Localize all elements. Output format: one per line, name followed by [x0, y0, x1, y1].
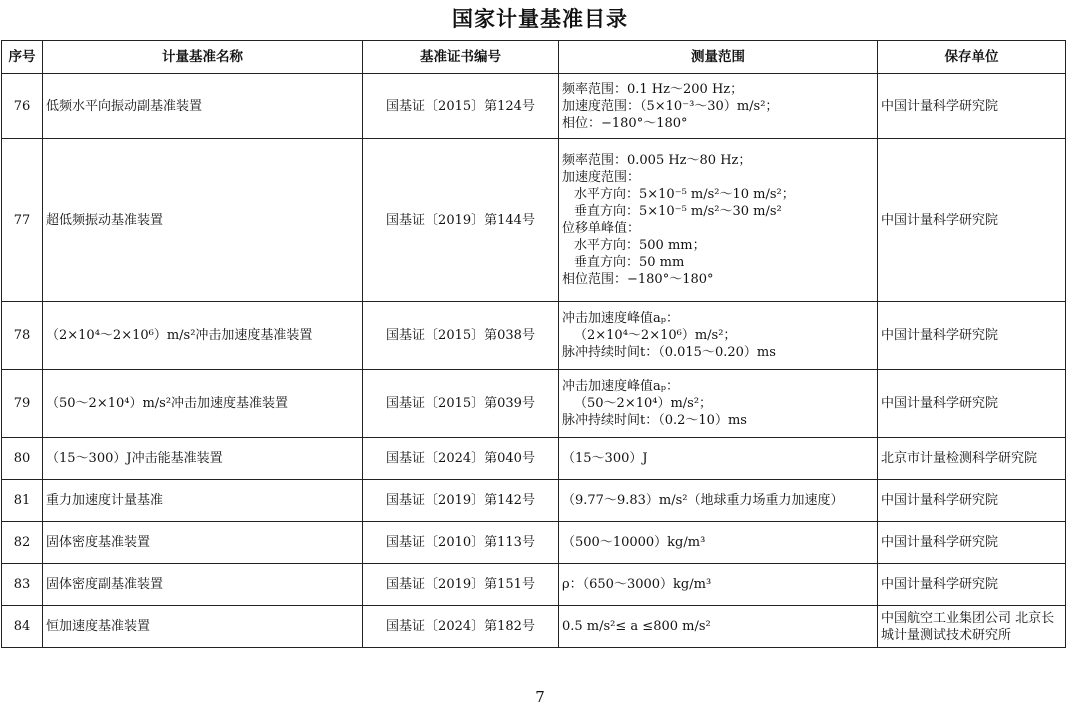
- header-unit: 保存单位: [878, 41, 1066, 74]
- row-name: 超低频振动基准装置: [43, 139, 363, 302]
- row-range: [559, 74, 878, 139]
- row-range: [559, 139, 878, 302]
- row-cert: 国基证〔2024〕第040号: [363, 438, 559, 480]
- row-unit: 中国计量科学研究院: [878, 522, 1066, 564]
- range-line: 脉冲持续时间t：（0.2～10）ms: [562, 413, 747, 428]
- row-cert: 国基证〔2015〕第039号: [363, 370, 559, 438]
- row-name: （2×10⁴～2×10⁶）m/s²冲击加速度基准装置: [43, 302, 363, 370]
- row-range: [559, 370, 878, 438]
- standards-table: [1, 40, 1066, 648]
- range-line: （500～10000）kg/m³: [562, 535, 706, 550]
- range-line: 水平方向：500 mm；: [574, 238, 706, 253]
- header-range: 测量范围: [559, 41, 878, 74]
- range-line: （50～2×10⁴）m/s²；: [574, 396, 713, 411]
- row-range: [559, 302, 878, 370]
- row-cert: 国基证〔2010〕第113号: [363, 522, 559, 564]
- row-range: [559, 606, 878, 648]
- table-row: [2, 522, 1066, 564]
- page-title: 国家计量基准目录: [452, 7, 628, 31]
- row-range: [559, 438, 878, 480]
- row-cert: 国基证〔2019〕第142号: [363, 480, 559, 522]
- row-range: [559, 480, 878, 522]
- row-range: [559, 564, 878, 606]
- header-name: 计量基准名称: [43, 41, 363, 74]
- table-row: [2, 606, 1066, 648]
- row-cert: 国基证〔2015〕第124号: [363, 74, 559, 139]
- row-no: 82: [2, 522, 43, 564]
- row-name: 重力加速度计量基准: [43, 480, 363, 522]
- row-unit: 中国计量科学研究院: [878, 302, 1066, 370]
- row-unit: 中国计量科学研究院: [878, 139, 1066, 302]
- header-cert: 基准证书编号: [363, 41, 559, 74]
- range-line: 水平方向：5×10⁻⁵ m/s²～10 m/s²；: [574, 187, 795, 202]
- range-line: 0.5 m/s²≤ a ≤800 m/s²: [562, 619, 711, 634]
- row-unit: 中国航空工业集团公司 北京长城计量测试技术研究所: [878, 606, 1066, 648]
- range-line: 频率范围：0.005 Hz～80 Hz；: [562, 153, 752, 168]
- row-no: 80: [2, 438, 43, 480]
- row-name: 低频水平向振动副基准装置: [43, 74, 363, 139]
- header-row: [2, 41, 1066, 74]
- row-no: 76: [2, 74, 43, 139]
- row-no: 83: [2, 564, 43, 606]
- row-no: 81: [2, 480, 43, 522]
- row-name: 固体密度基准装置: [43, 522, 363, 564]
- row-no: 84: [2, 606, 43, 648]
- row-name: （50～2×10⁴）m/s²冲击加速度基准装置: [43, 370, 363, 438]
- range-line: 冲击加速度峰值aₚ：: [562, 379, 679, 394]
- range-line: ρ：（650～3000）kg/m³: [562, 577, 712, 592]
- page-number: 7: [535, 688, 545, 706]
- table-row: [2, 302, 1066, 370]
- table-row: [2, 139, 1066, 302]
- table-row: [2, 480, 1066, 522]
- table-row: [2, 438, 1066, 480]
- row-unit: 中国计量科学研究院: [878, 564, 1066, 606]
- range-line: 冲击加速度峰值aₚ：: [562, 311, 679, 326]
- header-no: 序号: [2, 41, 43, 74]
- table-row: [2, 370, 1066, 438]
- range-line: 频率范围：0.1 Hz～200 Hz；: [562, 81, 744, 97]
- row-cert: 国基证〔2015〕第038号: [363, 302, 559, 370]
- range-line: （15～300）J: [562, 451, 648, 466]
- row-unit: 中国计量科学研究院: [878, 370, 1066, 438]
- range-line: 加速度范围：: [562, 170, 641, 185]
- row-no: 79: [2, 370, 43, 438]
- row-unit: 中国计量科学研究院: [878, 74, 1066, 139]
- range-line: 位移单峰值：: [562, 221, 641, 236]
- range-line: 垂直方向：5×10⁻⁵ m/s²～30 m/s²: [574, 204, 782, 219]
- table-row: [2, 564, 1066, 606]
- range-line: 垂直方向：50 mm: [574, 255, 685, 270]
- range-line: 加速度范围：（5×10⁻³～30）m/s²；: [562, 98, 779, 114]
- row-no: 77: [2, 139, 43, 302]
- row-unit: 中国计量科学研究院: [878, 480, 1066, 522]
- row-cert: 国基证〔2019〕第144号: [363, 139, 559, 302]
- row-name: 固体密度副基准装置: [43, 564, 363, 606]
- row-cert: 国基证〔2019〕第151号: [363, 564, 559, 606]
- row-no: 78: [2, 302, 43, 370]
- table-row: [2, 74, 1066, 139]
- range-line: （9.77～9.83）m/s²（地球重力场重力加速度）: [562, 493, 844, 508]
- range-line: 相位：−180°～180°: [562, 115, 688, 131]
- row-cert: 国基证〔2024〕第182号: [363, 606, 559, 648]
- range-line: 相位范围：−180°～180°: [562, 272, 714, 287]
- row-name: （15～300）J冲击能基准装置: [43, 438, 363, 480]
- row-name: 恒加速度基准装置: [43, 606, 363, 648]
- row-unit: 北京市计量检测科学研究院: [878, 438, 1066, 480]
- range-line: （2×10⁴～2×10⁶）m/s²；: [574, 328, 737, 343]
- row-range: [559, 522, 878, 564]
- range-line: 脉冲持续时间t：（0.015～0.20）ms: [562, 345, 776, 360]
